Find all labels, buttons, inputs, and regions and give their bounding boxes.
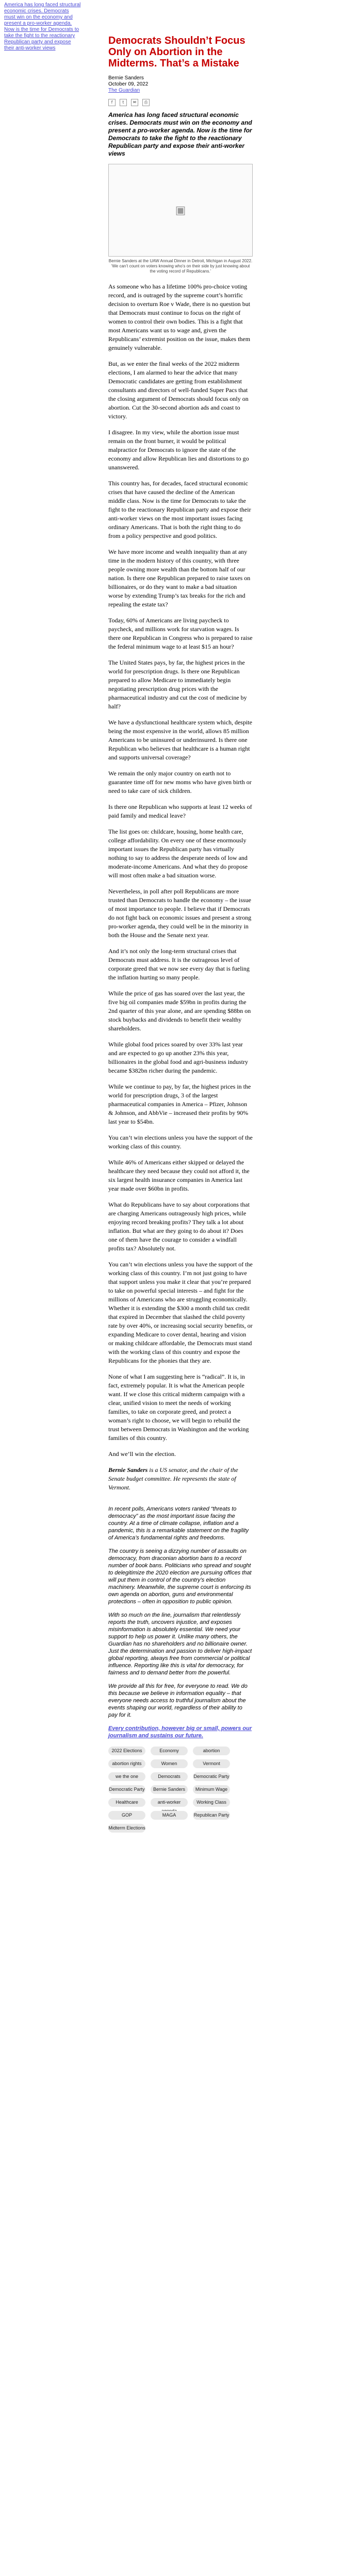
article-paragraph: This country has, for decades, faced structural economic crises that have caused the decline of the American middle class. Now is the time for Democrats to take the fight to the reactionary Republican party and expose their anti-worker views on the most important issues facing ordinary Americans. That is both the right thing to do from a policy perspective and good politics. xyxy=(108,480,251,539)
topic-tag[interactable]: 2022 Elections xyxy=(108,1747,145,1755)
topic-tag[interactable]: Bernie Sanders xyxy=(151,1785,188,1794)
bio-name: Bernie Sanders xyxy=(108,1466,148,1473)
topic-tag[interactable]: GOP xyxy=(108,1811,145,1820)
article-paragraph: While the price of gas has soared over the last year, the five big oil companies made $59bn in profits during the 2nd quarter of this year alone, and are spending $88bn on stock buybacks and dividends to benefit their wealthy shareholders. xyxy=(108,990,251,1032)
author-bio xyxy=(108,1466,253,1492)
image-placeholder-icon: ▣ xyxy=(175,204,186,217)
print-share-icon[interactable]: ⎙ xyxy=(142,99,150,106)
topic-tag[interactable]: we the one xyxy=(108,1772,145,1781)
article-paragraph: You can’t win elections unless you have the support of the working class of this country. xyxy=(108,1134,253,1150)
topic-tag[interactable]: abortion rights xyxy=(108,1759,145,1768)
topic-tag[interactable]: Republican Party xyxy=(193,1811,230,1820)
photo-caption: Bernie Sanders at the UAW Annual Dinner in Detroit, Michigan in August 2022. ‘We can’t count on voters knowing who’s on their side by just knowing about the voting record of Republicans.’ xyxy=(108,259,253,274)
article-paragraph: The United States pays, by far, the highest prices in the world for prescription drugs. Is there one Republican prepared to allow Medicare to immediately begin negotiating prescription drug prices with the pharmaceutical industry and cut the cost of medicine by half? xyxy=(108,659,247,710)
topic-tags xyxy=(108,1747,253,1833)
topic-tag[interactable]: Democrats xyxy=(151,1772,188,1781)
article-paragraph: What do Republicans have to say about corporations that are charging Americans outrageously high prices, while enjoying record breaking profits? They talk a lot about inflation. But what are they going to do about it? Does one of them have the courage to consider a windfall profits tax? Absolutely not. xyxy=(108,1201,250,1252)
article-body xyxy=(108,282,253,1459)
article-paragraph: The list goes on: childcare, housing, home health care, college affordability. On every one of these enormously important issues the Republican party has virtually nothing to say to address the desperate needs of low and moderate-income Americans. And what they do propose will most often make a bad situation worse. xyxy=(108,828,248,879)
publish-date: October 09, 2022 xyxy=(108,81,149,87)
topic-tag[interactable]: Working Class xyxy=(193,1798,230,1807)
article-paragraph: Today, 60% of Americans are living paycheck to paycheck, and millions work for starvation wages. Is there one Republican in Congress who is prepared to raise the federal minimum wage to at least $15 an hour? xyxy=(108,617,253,650)
support-appeal xyxy=(108,1505,253,1719)
topic-tag[interactable]: Democratic Party xyxy=(108,1785,145,1794)
article-paragraph: While we continue to pay, by far, the highest prices in the world for prescription drugs, 3 of the largest pharmaceutical companies in America – Pfizer, Johnson & Johnson, and AbbVie – increased their profits by 90% last year to $54bn. xyxy=(108,1083,251,1125)
topic-tag[interactable]: Economy xyxy=(151,1747,188,1755)
support-paragraph: With so much on the line, journalism that relentlessly reports the truth, uncovers injustice, and exposes misinformation is absolutely essential. We need your support to help us power it. Unlike many others, the Guardian has no shareholders and no billionaire owner. Just the determination and passion to deliver high-impact global reporting, always free from commercial or political influence. Reporting like this is vital for democracy, for fairness and to demand better from the powerful. xyxy=(108,1612,252,1676)
article-paragraph: We have more income and wealth inequality than at any time in the modern history of this country, with three people owning more wealth than the bottom half of our nation. Is there one Republican prepared to raise taxes on billionaires, or do they want to make a bad situation worse by extending Trump’s tax breaks for the rich and repealing the estate tax? xyxy=(108,548,251,608)
support-paragraph: We provide all this for free, for everyone to read. We do this because we believe in information equality – that everyone needs access to truthful journalism about the events shaping our world, regardless of their ability to pay for it. xyxy=(108,1683,248,1718)
topic-tag[interactable]: Vermont xyxy=(193,1759,230,1768)
article-paragraph: But, as we enter the final weeks of the 2022 midterm elections, I am alarmed to hear the advice that many Democratic candidates are getting from establishment consultants and directors of well-funded Super Pacs that the closing argument of Democrats should focus only on abortion. Cut the 30-second abortion ads and coast to victory. xyxy=(108,360,249,420)
share-buttons xyxy=(108,99,253,106)
topic-tag[interactable]: Minimum Wage xyxy=(193,1785,230,1794)
topic-tag[interactable]: Midterm Elections xyxy=(108,1824,145,1833)
article-photo xyxy=(108,164,253,257)
topic-tag[interactable]: Democratic Party xyxy=(193,1772,230,1781)
article-paragraph: While global food prices soared by over 33% last year and are expected to go up another 23% this year, billionaires in the global food and agri-business industry became $382bn richer during the pandemic. xyxy=(108,1041,248,1074)
contribute-link[interactable]: Every contribution, however big or small, powers our journalism and sustains our future. xyxy=(108,1725,252,1739)
topic-tag[interactable]: anti-worker xyxy=(151,1798,188,1807)
article-paragraph: We remain the only major country on earth not to guarantee time off for new moms who have given birth or need to take care of sick children. xyxy=(108,770,252,794)
topic-tag[interactable]: abortion xyxy=(193,1747,230,1755)
article-paragraph: As someone who has a lifetime 100% pro-choice voting record, and is outraged by the supreme court’s horrific decision to overturn Roe v Wade, there is no question but that Democrats must continue to focus on the right of women to control their own bodies. This is a fight that most Americans want us to wage and, given the Republicans’ extremist position on the issue, makes them genuinely vulnerable. xyxy=(108,283,251,351)
topic-tag[interactable]: Women xyxy=(151,1759,188,1768)
bio-text: is a US senator, and the chair of the Senate budget committee. He represents the state of Vermont. xyxy=(108,1466,238,1491)
article-paragraph: You can’t win elections unless you have the support of the working class of this country. I’m not just going to have that support unless you make it clear that you’re prepared to take on powerful special interests – and fight for the millions of Americans who are struggling economically. Whether it is extending the $300 a month child tax credit that expired in December that slashed the child poverty rate by over 40%, or increasing social security benefits, or expanding Medicare to cover dental, hearing and vision or making childcare affordable, the Democrats must stand with the working class of this country and expose the Republicans for the phonies that they are. xyxy=(108,1261,253,1364)
article-headline: Democrats Shouldn’t Focus Only on Abortion in the Midterms. That’s a Mistake xyxy=(108,35,245,69)
topic-tag[interactable]: MAGA xyxy=(151,1811,188,1820)
article-paragraph: Nevertheless, in poll after poll Republicans are more trusted than Democrats to handle the economy – the issue of most importance to people. I believe that if Democrats do not fight back on economic issues and present a strong pro-worker agenda, they could well be in the minority in both the House and the Senate next year. xyxy=(108,888,252,939)
preheader-link[interactable]: America has long faced structural economic crises. Democrats must win on the economy and present a pro-worker agenda. Now is the time for Democrats to take the fight to the reactionary Republican party and expose their anti-worker views xyxy=(4,2,81,51)
outlet-link[interactable]: The Guardian xyxy=(108,88,140,93)
twitter-share-icon[interactable]: t xyxy=(120,99,127,106)
email-share-icon[interactable]: ✉ xyxy=(131,99,138,106)
standfirst: America has long faced structural economic crises. Democrats must win on the economy and present a pro-worker agenda. Now is the time for Democrats to take the fight to the reactionary Republican party and expose their anti-worker views xyxy=(108,111,252,157)
article-paragraph: Is there one Republican who supports at least 12 weeks of paid family and medical leave? xyxy=(108,803,252,819)
byline xyxy=(108,75,253,94)
support-paragraph: In recent polls, Americans voters ranked “threats to democracy” as the most important issue facing the country. At a time of climate collapse, inflation and a pandemic, this is a remarkable statement on the fragility of America’s fundamental rights and freedoms. xyxy=(108,1506,249,1541)
facebook-share-icon[interactable]: f xyxy=(108,99,116,106)
article-paragraph: I disagree. In my view, while the abortion issue must remain on the front burner, it would be political malpractice for Democrats to ignore the state of the economy and allow Republican lies and distortions to go unanswered. xyxy=(108,429,249,471)
article-paragraph: We have a dysfunctional healthcare system which, despite being the most expensive in the world, allows 85 million Americans to be uninsured or underinsured. Is there one Republican who believes that healthcare is a human right and supports universal coverage? xyxy=(108,719,252,761)
article-paragraph: And it’s not only the long-term structural crises that Democrats must address. It is the outrageous level of corporate greed that we now see every day that is fueling the inflation hurting so many people. xyxy=(108,947,250,981)
article-column xyxy=(108,35,253,1833)
author-name: Bernie Sanders xyxy=(108,75,144,81)
topic-tag[interactable]: Healthcare xyxy=(108,1798,145,1807)
article-paragraph: None of what I am suggesting here is “radical”. It is, in fact, extremely popular. It is what the American people want. If we close this critical midterm campaign with a clear, unified vision to meet the needs of working families, to take on corporate greed, and protect a woman’s right to choose, we will begin to rebuild the trust between Democrats in Washington and the working families of this country. xyxy=(108,1373,249,1442)
email-preheader xyxy=(4,2,81,51)
article-paragraph: And we’ll win the election. xyxy=(108,1450,176,1458)
support-paragraph: The country is seeing a dizzying number of assaults on democracy, from draconian abortion bans to a record number of book bans. Politicians who spread and sought to delegitimize the 2020 election are pursuing offices that will put them in control of the country’s election machinery. Meanwhile, the supreme court is enforcing its own agenda on abortion, guns and environmental protections – often in opposition to public opinion. xyxy=(108,1548,252,1605)
article-paragraph: While 46% of Americans either skipped or delayed the healthcare they need because they could not afford it, the six largest health insurance companies in America last year made over $60bn in profits. xyxy=(108,1159,250,1192)
